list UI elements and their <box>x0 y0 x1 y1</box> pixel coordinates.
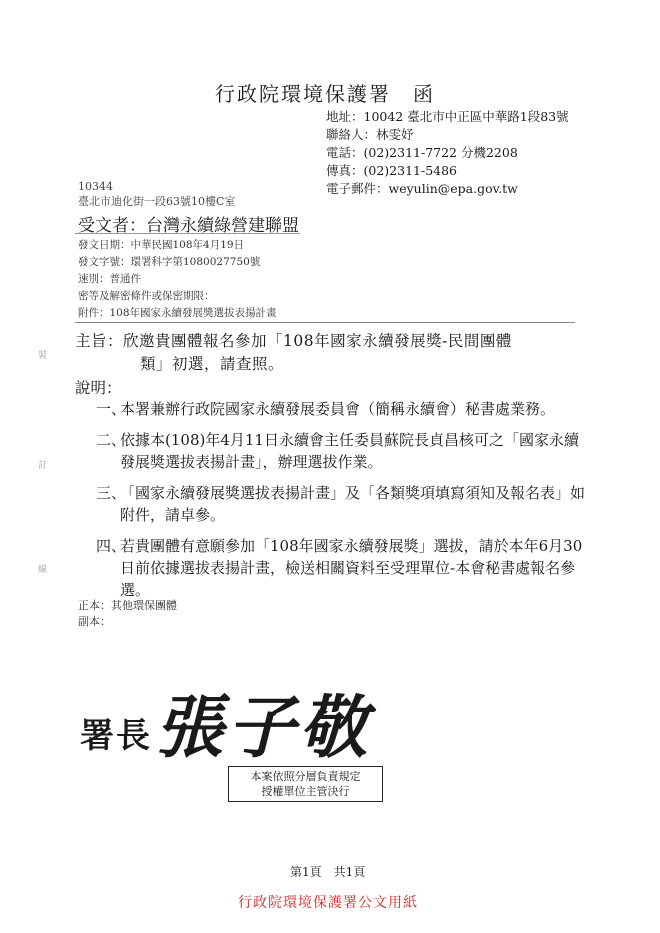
main-copy-recipients: 正本：其他環保團體 <box>78 599 177 612</box>
item-text: 依據本(108)年4月11日永續會主任委員蘇院長貞昌核可之「國家永續發展獎選拔表揚計畫」，辦理選拔作業。 <box>120 431 579 471</box>
signer-name: 張子敬 <box>155 688 372 768</box>
recipient-underline <box>75 233 300 234</box>
item-number: 一、 <box>96 400 127 418</box>
subject-line-1: 主旨：欣邀貴團體報名參加「108年國家永續發展獎-民間團體 <box>75 332 512 350</box>
cc-recipients: 副本： <box>78 615 111 628</box>
binding-mark-top: 裝 <box>38 351 48 361</box>
signer-title: 署長 <box>80 716 152 756</box>
contact-phone: 電話：(02)2311-7722 分機2208 <box>326 145 518 160</box>
list-item <box>96 482 590 526</box>
meta-divider <box>75 322 575 323</box>
list-item <box>96 429 590 473</box>
contact-person: 聯絡人：林雯妤 <box>326 127 414 142</box>
binding-mark-bottom: 線 <box>38 565 48 575</box>
attachment-line: 附件：108年國家永續發展獎選拔表揚計畫 <box>78 307 277 319</box>
subject-line-2: 類」初選，請查照。 <box>140 355 285 373</box>
stamp-line-2: 授權單位主管決行 <box>261 785 350 798</box>
sender-address: 地址：10042 臺北市中正區中華路1段83號 <box>326 109 569 124</box>
recipient-name: 受文者：台灣永續綠營建聯盟 <box>78 216 299 236</box>
delivery-speed: 速別：普通件 <box>78 273 141 285</box>
page-number: 第1頁 共1頁 <box>290 865 366 879</box>
document-meta <box>78 237 277 322</box>
item-text: 若貴團體有意願參加「108年國家永續發展獎」選拔，請於本年6月30日前依據選拔表揚計畫，檢送相關資料至受理單位-本會秘書處報名參選。 <box>120 537 583 599</box>
issue-date: 發文日期：中華民國108年4月19日 <box>78 239 245 251</box>
contact-fax: 傳真：(02)2311-5486 <box>326 163 458 178</box>
recipient-address: 臺北市迪化街一段63號10樓C室 <box>78 195 236 208</box>
document-title: 行政院環境保護署 函 <box>215 82 435 106</box>
distribution-block <box>78 598 177 630</box>
description-heading: 說明： <box>75 379 122 397</box>
official-paper-label: 行政院環境保護署公文用紙 <box>238 895 418 911</box>
list-item <box>96 398 590 420</box>
description-list <box>96 398 590 610</box>
item-number: 二、 <box>96 431 127 449</box>
list-item <box>96 535 590 601</box>
item-text: 「國家永續發展獎選拔表揚計畫」及「各類獎項填寫須知及報名表」如附件，請卓參。 <box>120 484 586 524</box>
sender-contact-block <box>326 108 569 198</box>
item-text: 本署兼辦行政院國家永續發展委員會（簡稱永續會）秘書處業務。 <box>120 400 556 418</box>
item-number: 三、 <box>96 484 127 502</box>
secrecy-level: 密等及解密條件或保密期限： <box>78 290 215 302</box>
binding-mark-middle: 訂 <box>38 461 48 471</box>
delegation-stamp <box>228 766 383 802</box>
recipient-zip: 10344 <box>78 180 113 193</box>
stamp-line-1: 本案依照分層負責規定 <box>250 770 361 783</box>
document-number: 發文字號：環署科字第1080027750號 <box>78 256 261 268</box>
item-number: 四、 <box>96 537 127 555</box>
contact-email: 電子郵件：weyulin@epa.gov.tw <box>326 181 518 196</box>
